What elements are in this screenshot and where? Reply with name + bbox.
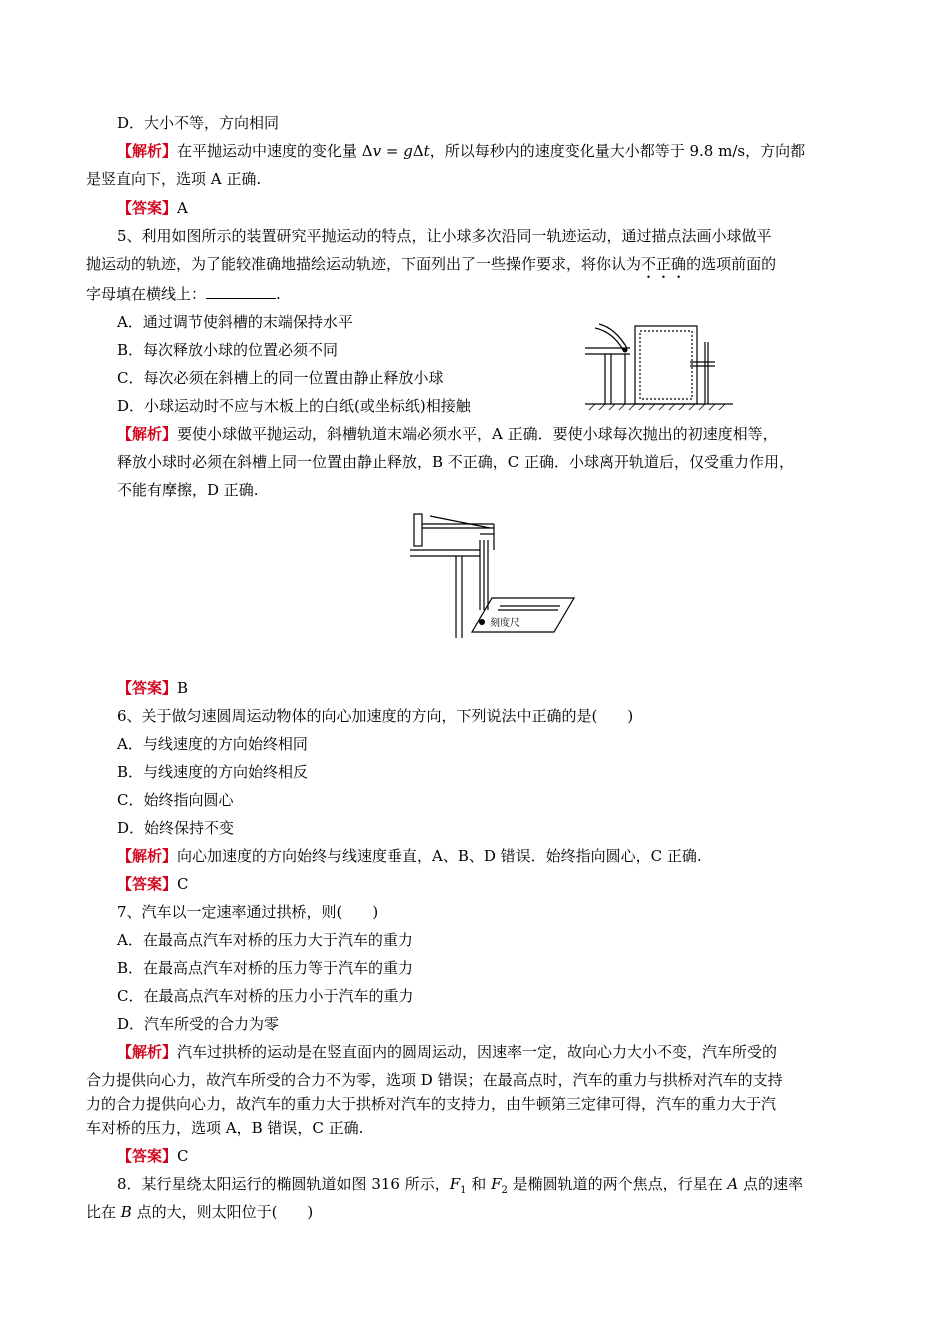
analysis-tag: 【解析】 [117, 1043, 178, 1061]
q5-stem-line-1: 5、利用如图所示的装置研究平抛运动的特点，让小球多次沿同一轨迹运动，通过描点法画小球做平 [117, 227, 772, 245]
apparatus-figure [585, 318, 735, 412]
answer-tag: 【答案】 [117, 875, 178, 893]
q7-option-d: D．汽车所受的合力为零 [117, 1015, 280, 1033]
answer-blank [206, 284, 276, 299]
answer-tag: 【答案】 [117, 1147, 178, 1165]
q5-analysis-line-3: 不能有摩擦，D 正确. [117, 481, 259, 499]
q5-option-c: C．每次必须在斜槽上的同一位置由静止释放小球 [117, 369, 444, 387]
q5-answer: 【答案】B [117, 679, 189, 697]
q7-stem: 7、汽车以一定速率通过拱桥，则( ) [117, 903, 379, 921]
q7-analysis-line-1: 【解析】汽车过拱桥的运动是在竖直面内的圆周运动，因速率一定，故向心力大小不变，汽车所受的 [117, 1043, 778, 1061]
analysis-tag: 【解析】 [117, 142, 178, 160]
q5-stem-line-3: 字母填在横线上： . [86, 285, 281, 303]
q8-stem-line-2: 比在 B 点的大，则太阳位于( ) [86, 1203, 314, 1221]
q5-option-a: A．通过调节使斜槽的末端保持水平 [117, 313, 353, 331]
q7-option-b: B．在最高点汽车对桥的压力等于汽车的重力 [117, 959, 414, 977]
q6-option-d: D．始终保持不变 [117, 819, 235, 837]
q6-option-b: B．与线速度的方向始终相反 [117, 763, 309, 781]
q6-option-c: C．始终指向圆心 [117, 791, 234, 809]
q7-answer: 【答案】C [117, 1147, 189, 1165]
q4-option-d: D．大小不等，方向相同 [117, 114, 280, 132]
q6-stem: 6、关于做匀速圆周运动物体的向心加速度的方向，下列说法中正确的是( ) [117, 707, 634, 725]
q5-analysis-line-2: 释放小球时必须在斜槽上同一位置由静止释放，B 不正确，C 正确．小球离开轨道后，仅受重力作用， [117, 453, 795, 471]
q5-option-b: B．每次释放小球的位置必须不同 [117, 341, 339, 359]
analysis-tag: 【解析】 [117, 847, 178, 865]
answer-tag: 【答案】 [117, 199, 178, 217]
q7-analysis-line-3: 力的合力提供向心力，故汽车的重力大于拱桥对汽车的支持力，由牛顿第三定律可得，汽车的重力大于汽 [86, 1095, 777, 1113]
answer-tag: 【答案】 [117, 679, 178, 697]
q4-analysis-line-2: 是竖直向下，选项 A 正确. [86, 170, 262, 188]
ruler-label: 刻度尺 [490, 618, 520, 629]
q4-analysis-line-1: 【解析】在平抛运动中速度的变化量 Δv = gΔt，所以每秒内的速度变化量大小都等于 9.8 m/s，方向都 [117, 142, 806, 160]
ruler-figure [410, 510, 576, 640]
q8-stem-line-1: 8．某行星绕太阳运行的椭圆轨道如图 316 所示，$F_1$ 和 $F_2$ 是椭圆轨道的两个焦点，行星在 A 点的速率 [117, 1175, 804, 1196]
q6-answer: 【答案】C [117, 875, 189, 893]
q5-analysis-line-1: 【解析】要使小球做平抛运动，斜槽轨道末端必须水平，A 正确．要使小球每次抛出的初速度相等， [117, 425, 778, 443]
q7-analysis-line-2: 合力提供向心力，故汽车所受的合力不为零，选项 D 错误；在最高点时，汽车的重力与拱桥对汽车的支持 [86, 1071, 783, 1089]
q5-stem-line-2: 抛运动的轨迹，为了能较准确地描绘运动轨迹，下面列出了一些操作要求，将你认为不正确的选项前面的 [86, 255, 777, 273]
q7-option-a: A．在最高点汽车对桥的压力大于汽车的重力 [117, 931, 413, 949]
q7-analysis-line-4: 车对桥的压力，选项 A，B 错误，C 正确. [86, 1119, 364, 1137]
q4-answer: 【答案】A [117, 199, 188, 217]
q6-option-a: A．与线速度的方向始终相同 [117, 735, 308, 753]
analysis-tag: 【解析】 [117, 425, 178, 443]
q6-analysis: 【解析】向心加速度的方向始终与线速度垂直，A、B、D 错误．始终指向圆心，C 正确. [117, 847, 702, 865]
q5-option-d: D．小球运动时不应与木板上的白纸(或坐标纸)相接触 [117, 397, 471, 415]
q7-option-c: C．在最高点汽车对桥的压力小于汽车的重力 [117, 987, 414, 1005]
